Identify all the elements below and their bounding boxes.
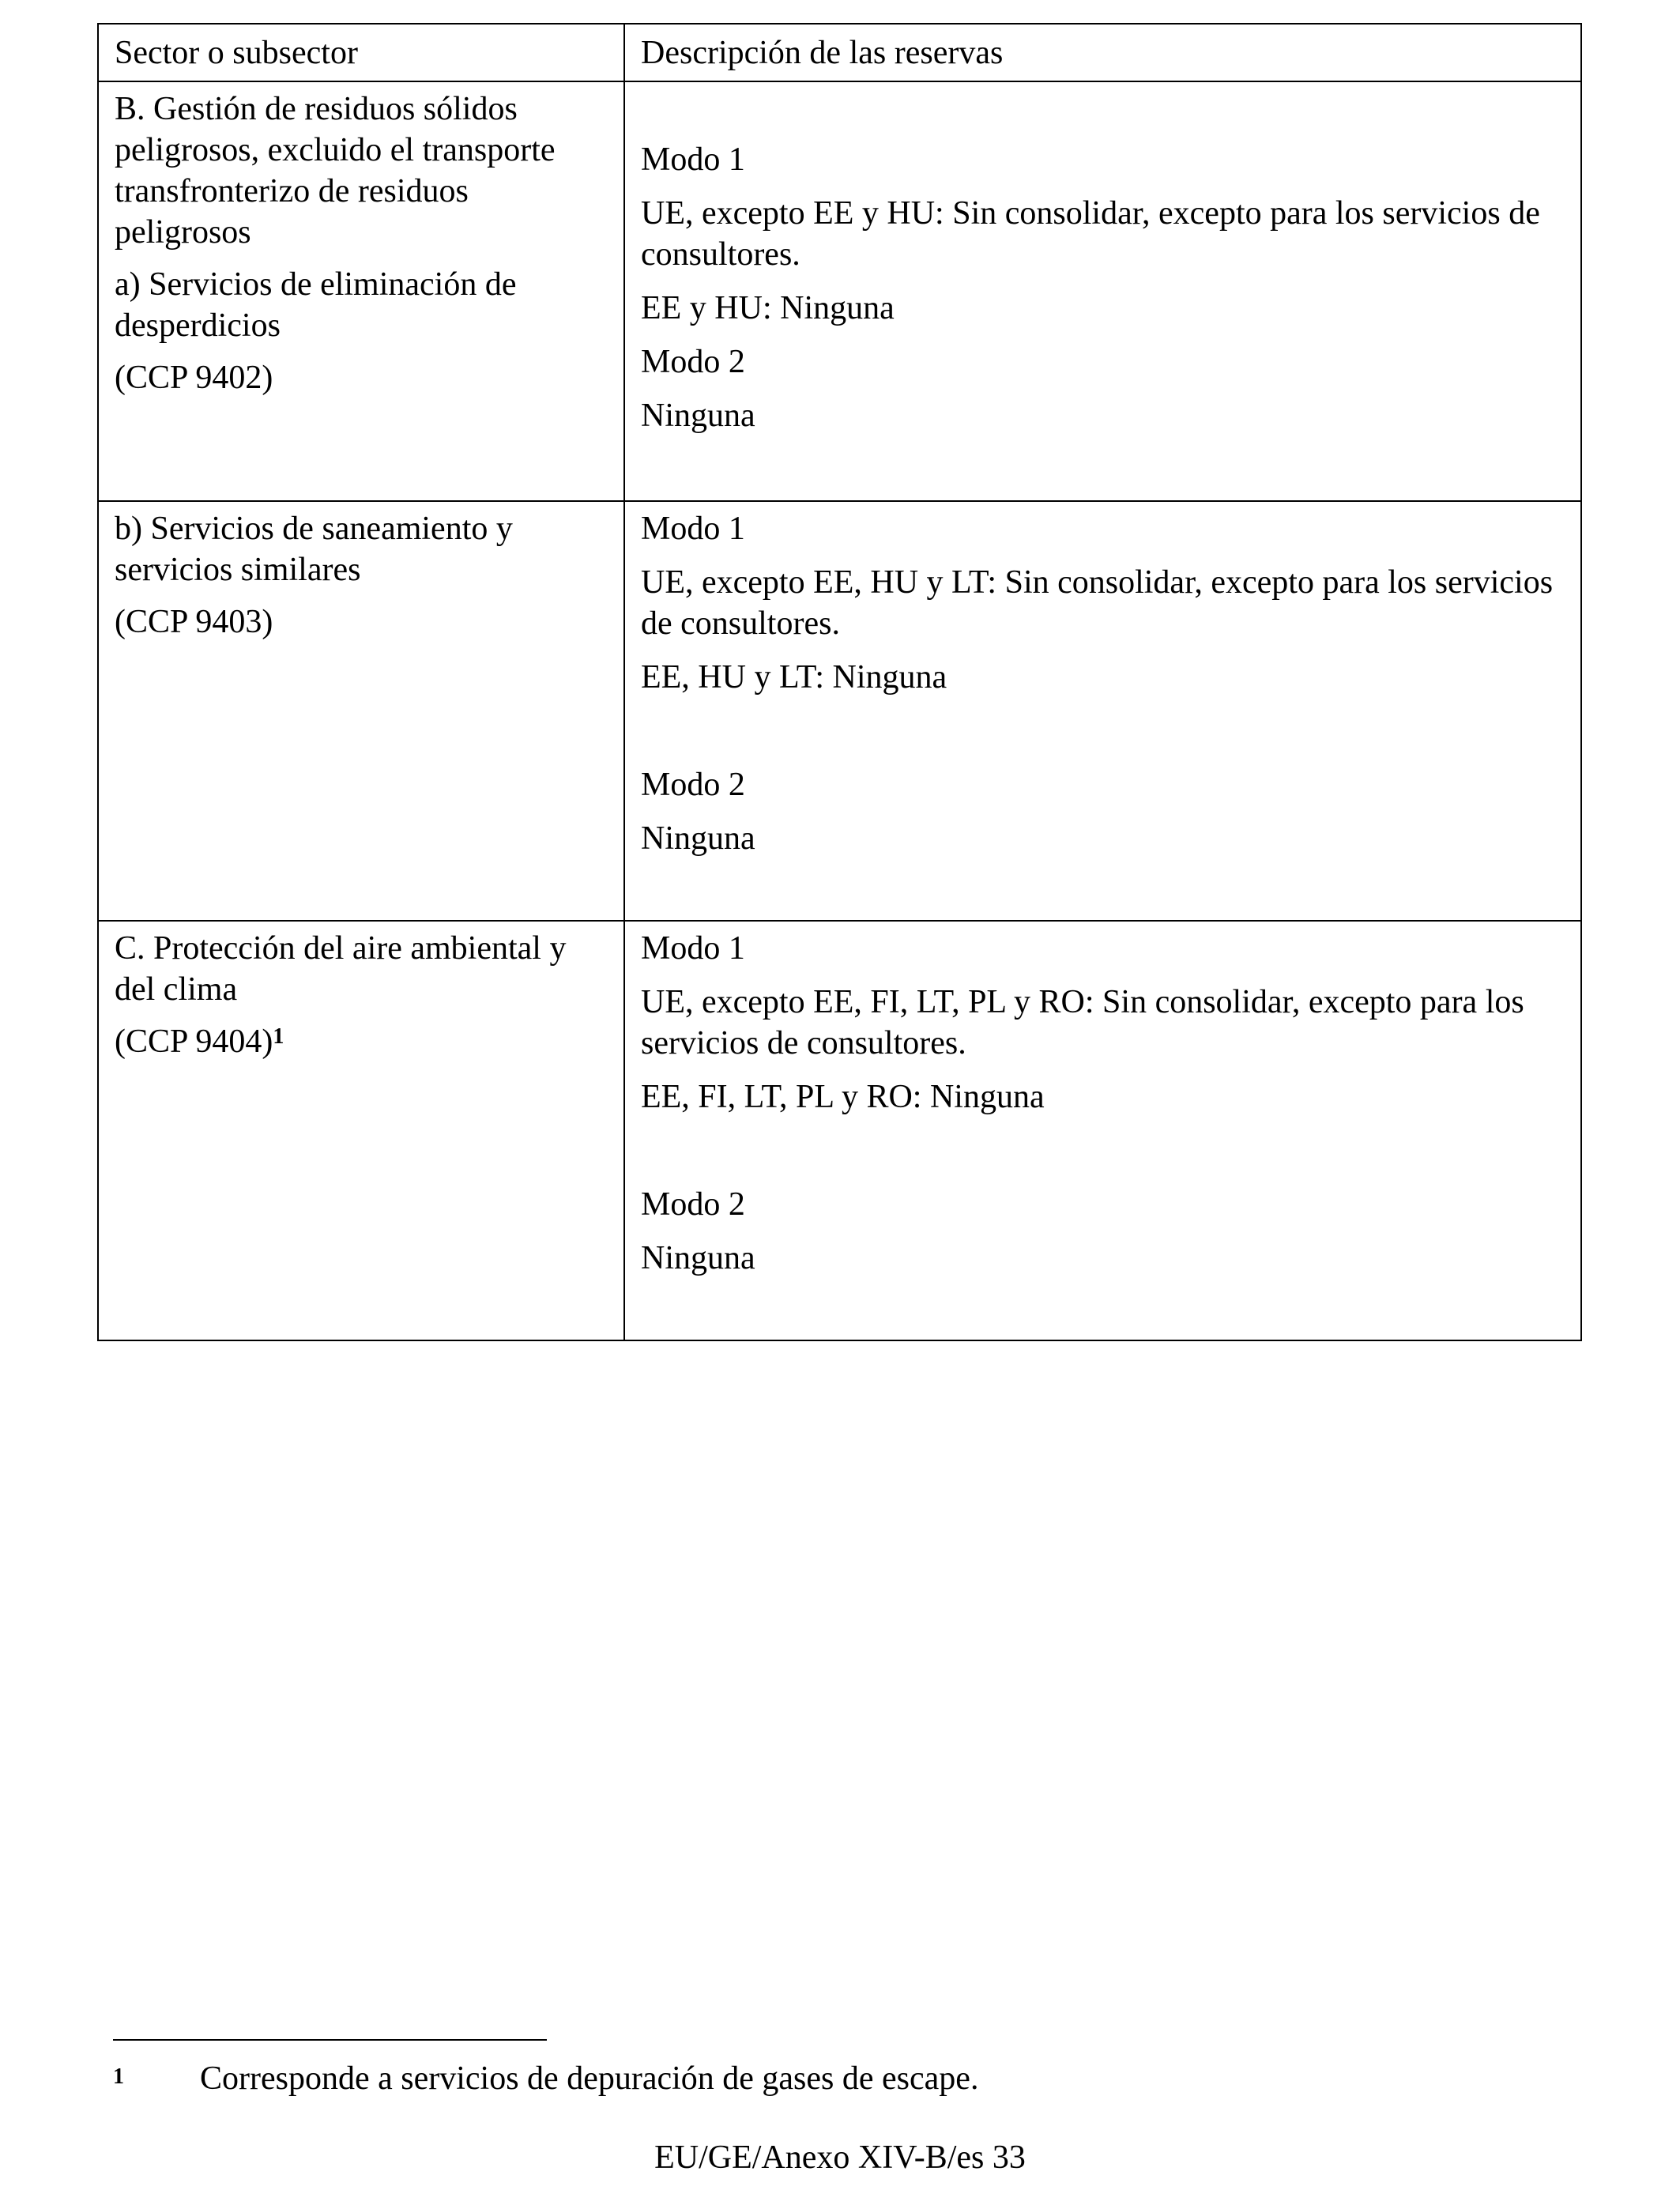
description-cell: [624, 501, 1581, 921]
footnote-reference[interactable]: 1: [273, 1024, 284, 1049]
mode-label: Modo 2: [641, 344, 745, 380]
sector-cell: [98, 81, 624, 501]
reservation-text: UE, excepto EE y HU: Sin consolidar, excepto para los servicios de consultores.: [641, 195, 1540, 273]
reservation-text: EE, FI, LT, PL y RO: Ninguna: [641, 1079, 1045, 1115]
sector-title: B. Gestión de residuos sólidos peligrosos, excluido el transporte transfronterizo de residuos peligrosos: [115, 91, 556, 251]
table-row: [98, 81, 1581, 501]
sector-title: C. Protección del aire ambiental y del clima: [115, 930, 567, 1008]
reservation-text: EE y HU: Ninguna: [641, 290, 895, 326]
sector-subtitle: a) Servicios de eliminación de desperdicios: [115, 266, 517, 344]
reservation-text: Ninguna: [641, 820, 755, 857]
header-sector: Sector o subsector: [98, 24, 624, 81]
ccp-code: (CCP 9402): [115, 360, 273, 396]
table-row: [98, 501, 1581, 921]
ccp-code-with-footnote: [115, 1021, 608, 1062]
reservation-text: UE, excepto EE, FI, LT, PL y RO: Sin consolidar, excepto para los servicios de consultores.: [641, 984, 1524, 1061]
description-cell: [624, 81, 1581, 501]
description-cell: [624, 921, 1581, 1340]
ccp-code: (CCP 9403): [115, 604, 273, 640]
header-description: Descripción de las reservas: [624, 24, 1581, 81]
reservations-table: [97, 23, 1582, 1341]
sector-title: b) Servicios de saneamiento y servicios similares: [115, 511, 513, 588]
ccp-code: (CCP 9404): [115, 1023, 273, 1060]
page-footer: EU/GE/Anexo XIV-B/es 33: [654, 2139, 1026, 2176]
sector-cell: [98, 921, 624, 1340]
mode-label: Modo 2: [641, 767, 745, 803]
table-header-row: [98, 24, 1581, 81]
reservation-text: EE, HU y LT: Ninguna: [641, 659, 947, 696]
mode-label: Modo 1: [641, 930, 745, 967]
reservation-text: Ninguna: [641, 1240, 755, 1276]
footnote-text: Corresponde a servicios de depuración de gases de escape.: [200, 2060, 979, 2097]
footnote-mark: 1: [113, 2064, 124, 2089]
mode-label: Modo 2: [641, 1186, 745, 1223]
sector-cell: [98, 501, 624, 921]
footnote-separator: [113, 2039, 547, 2041]
table-row: [98, 921, 1581, 1340]
mode-label: Modo 1: [641, 511, 745, 547]
mode-label: Modo 1: [641, 141, 745, 178]
reservation-text: UE, excepto EE, HU y LT: Sin consolidar, excepto para los servicios de consultores.: [641, 564, 1554, 642]
reservation-text: Ninguna: [641, 398, 755, 434]
